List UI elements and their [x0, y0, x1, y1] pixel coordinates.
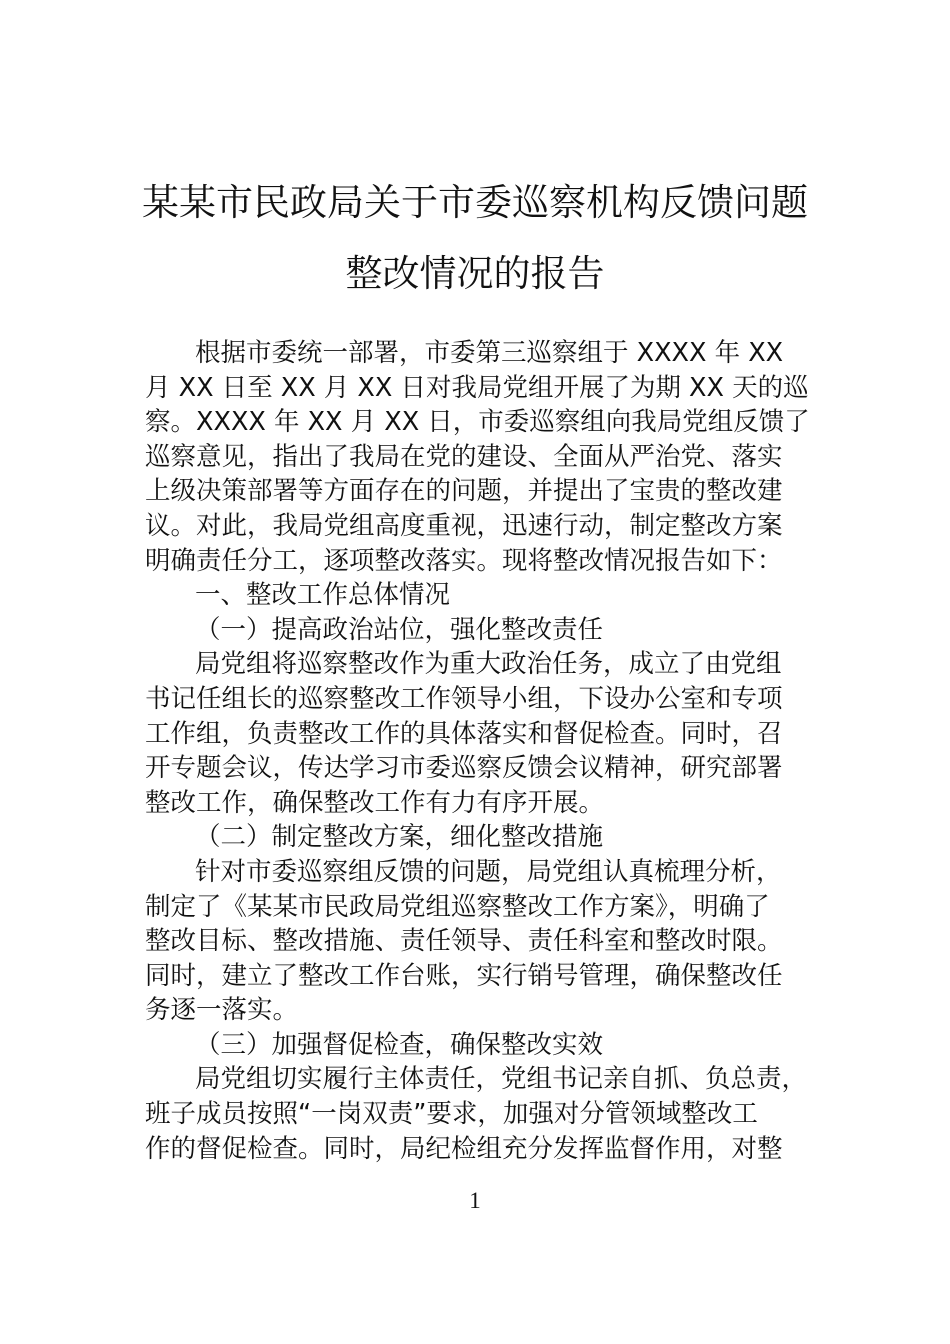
document-title-line-1: 某某市民政局关于市委巡察机构反馈问题 — [142, 181, 808, 224]
body-text-line: 局党组切实履行主体责任，党组书记亲自抓、负总责， — [195, 1064, 808, 1095]
body-text-line: 开专题会议，传达学习市委巡察反馈会议精神，研究部署 — [145, 753, 783, 784]
body-text-line: （二）制定整改方案，细化整改措施 — [195, 822, 604, 853]
body-text-line: 上级决策部署等方面存在的问题，并提出了宝贵的整改建 — [145, 476, 783, 507]
page-number: 1 — [469, 1188, 481, 1213]
body-text-line: 议。对此，我局党组高度重视，迅速行动，制定整改方案 — [145, 510, 783, 541]
body-text-line: 巡察意见，指出了我局在党的建设、全面从严治党、落实 — [145, 441, 783, 472]
body-text-line: 务逐一落实。 — [145, 995, 299, 1026]
body-text-line: 根据市委统一部署，市委第三巡察组于 XXXX 年 XX — [195, 338, 784, 368]
body-text-line: （一）提高政治站位，强化整改责任 — [195, 614, 604, 645]
body-text-line: （三）加强督促检查，确保整改实效 — [195, 1029, 604, 1060]
body-text-line: 作的督促检查。同时，局纪检组充分发挥监督作用，对整 — [145, 1133, 783, 1164]
body-text-line: 整改工作，确保整改工作有力有序开展。 — [145, 787, 605, 818]
body-text-line: 明确责任分工，逐项整改落实。现将整改情况报告如下： — [145, 545, 783, 576]
body-text-line: 月 XX 日至 XX 月 XX 日对我局党组开展了为期 XX 天的巡 — [145, 372, 809, 403]
body-text-line: 察。XXXX 年 XX 月 XX 日，市委巡察组向我局党组反馈了 — [145, 407, 810, 438]
document-title-line-2: 整改情况的报告 — [345, 252, 605, 295]
body-text-line: 局党组将巡察整改作为重大政治任务，成立了由党组 — [195, 649, 782, 680]
body-text-line: 一、整改工作总体情况 — [195, 580, 451, 611]
body-text-line: 同时，建立了整改工作台账，实行销号管理，确保整改任 — [145, 960, 783, 991]
body-text-line: 工作组，负责整改工作的具体落实和督促检查。同时，召 — [145, 718, 783, 749]
body-text-line: 书记任组长的巡察整改工作领导小组，下设办公室和专项 — [145, 683, 783, 714]
body-text-line: 整改目标、整改措施、责任领导、责任科室和整改时限。 — [145, 926, 783, 957]
document-body — [145, 336, 815, 1166]
body-text-line: 制定了《某某市民政局党组巡察整改工作方案》，明确了 — [145, 891, 770, 922]
body-text-line: 班子成员按照“一岗双责”要求，加强对分管领域整改工 — [145, 1099, 758, 1130]
body-text-line: 针对市委巡察组反馈的问题，局党组认真梳理分析， — [195, 856, 782, 887]
